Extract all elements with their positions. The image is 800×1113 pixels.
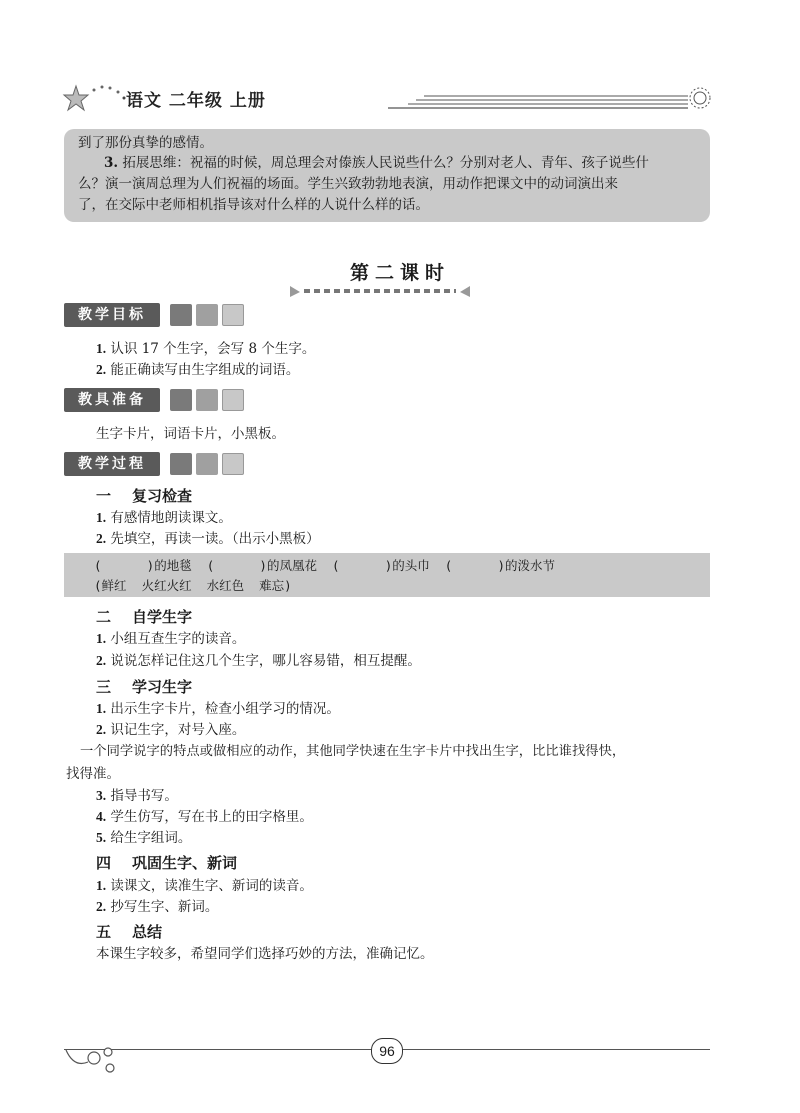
box-line-1: 到了那份真挚的感情。 xyxy=(78,135,213,151)
item-text: 识记生字，对号入座。 xyxy=(110,722,246,738)
list-item xyxy=(96,360,299,380)
box-line-2 xyxy=(104,153,649,174)
fill-blanks-line: ( )的地毯 ( )的凤凰花 ( )的头巾 ( )的泼水节 xyxy=(94,558,555,573)
item-number: 2. xyxy=(96,722,107,737)
step-number: 五 xyxy=(96,923,112,941)
step-heading xyxy=(96,921,162,942)
label-square xyxy=(222,389,244,411)
label-square xyxy=(222,453,244,475)
box-line-4: 了，在交际中老师相机指导该对什么样的人说什么样的话。 xyxy=(78,197,429,213)
item-text: 小组互查生字的读音。 xyxy=(110,631,246,647)
label-square xyxy=(196,304,218,326)
paragraph-line: 找得准。 xyxy=(66,766,120,782)
summary-text: 本课生字较多，希望同学们选择巧妙的方法，准确记忆。 xyxy=(96,946,434,962)
item-number: 1. xyxy=(96,510,107,525)
label-square xyxy=(170,304,192,326)
item-text: 出示生字卡片，检查小组学习的情况。 xyxy=(110,701,340,717)
list-item xyxy=(96,786,178,806)
header-rule-lines xyxy=(388,84,718,114)
list-item xyxy=(96,876,313,896)
box-line-3: 么？演一演周总理为人们祝福的场面。学生兴致勃勃地表演，用动作把课文中的动词演出来 xyxy=(78,176,618,192)
step-title: 自学生字 xyxy=(132,608,193,626)
label-square xyxy=(196,453,218,475)
item-text: 给生字组词。 xyxy=(110,830,192,846)
step-number: 二 xyxy=(96,608,112,626)
step-heading xyxy=(96,852,237,873)
list-item xyxy=(96,897,218,917)
item-text: 指导书写。 xyxy=(110,788,178,804)
item-number: 1. xyxy=(96,701,107,716)
label-square xyxy=(196,389,218,411)
step-number: 一 xyxy=(96,487,112,505)
step-heading xyxy=(96,606,192,627)
label-square xyxy=(170,453,192,475)
label-square xyxy=(170,389,192,411)
list-item xyxy=(96,508,232,528)
section-label: 教具准备 xyxy=(64,388,160,412)
box-item-text: 拓展思维：祝福的时候，周总理会对傣族人民说些什么？分别对老人、青年、孩子说些什 xyxy=(122,155,649,171)
list-item xyxy=(96,339,315,359)
item-number: 2. xyxy=(96,653,107,668)
item-text: 有感情地朗读课文。 xyxy=(110,510,232,526)
lesson-title: 第二课时 xyxy=(349,262,450,284)
page-number: 96 xyxy=(371,1038,403,1064)
step-number: 四 xyxy=(96,854,112,872)
step-title: 学习生字 xyxy=(132,678,193,696)
item-number: 5. xyxy=(96,830,107,845)
step-title: 巩固生字、新词 xyxy=(132,854,238,872)
step-title: 总结 xyxy=(132,923,163,941)
list-item xyxy=(96,828,191,848)
item-number: 1. xyxy=(96,631,107,646)
box-item-number: 3. xyxy=(104,155,119,171)
list-item xyxy=(96,651,421,671)
paragraph-line: 一个同学说字的特点或做相应的动作，其他同学快速在生字卡片中找出生字，比比谁找得快， xyxy=(80,744,626,759)
title-underline-decoration xyxy=(290,284,470,298)
section-label: 教学目标 xyxy=(64,303,160,327)
bubbles-decoration-icon xyxy=(64,1040,124,1076)
list-item xyxy=(96,720,245,740)
list-item xyxy=(96,529,320,549)
previous-lesson-box xyxy=(64,129,710,222)
item-text: 读课文，读准生字、新词的读音。 xyxy=(110,878,313,894)
label-square xyxy=(222,304,244,326)
step-heading xyxy=(96,676,192,697)
section-label: 教学过程 xyxy=(64,452,160,476)
step-title: 复习检查 xyxy=(132,487,193,505)
fill-word-bank: (鲜红 火红火红 水红色 难忘) xyxy=(94,578,292,593)
item-text: 学生仿写，写在书上的田字格里。 xyxy=(110,809,313,825)
item-text: 能正确读写由生字组成的词语。 xyxy=(110,362,300,378)
item-number: 2. xyxy=(96,362,107,377)
item-text: 认识 17 个生字，会写 8 个生字。 xyxy=(110,341,316,357)
item-number: 1. xyxy=(96,878,107,893)
item-text: 说说怎样记住这几个生字，哪儿容易错，相互提醒。 xyxy=(110,653,421,669)
materials-text: 生字卡片，词语卡片，小黑板。 xyxy=(96,426,285,442)
list-item xyxy=(96,699,340,719)
list-item xyxy=(96,629,245,649)
fill-in-exercise-box xyxy=(64,553,710,597)
item-number: 2. xyxy=(96,899,107,914)
list-item xyxy=(96,807,313,827)
item-number: 2. xyxy=(96,531,107,546)
item-number: 4. xyxy=(96,809,107,824)
item-number: 1. xyxy=(96,341,107,356)
item-text: 先填空，再读一读。（出示小黑板） xyxy=(110,531,320,547)
item-text: 抄写生字、新词。 xyxy=(110,899,219,915)
book-title: 语文 二年级 上册 xyxy=(126,91,266,111)
item-number: 3. xyxy=(96,788,107,803)
step-heading xyxy=(96,485,192,506)
step-number: 三 xyxy=(96,678,112,696)
